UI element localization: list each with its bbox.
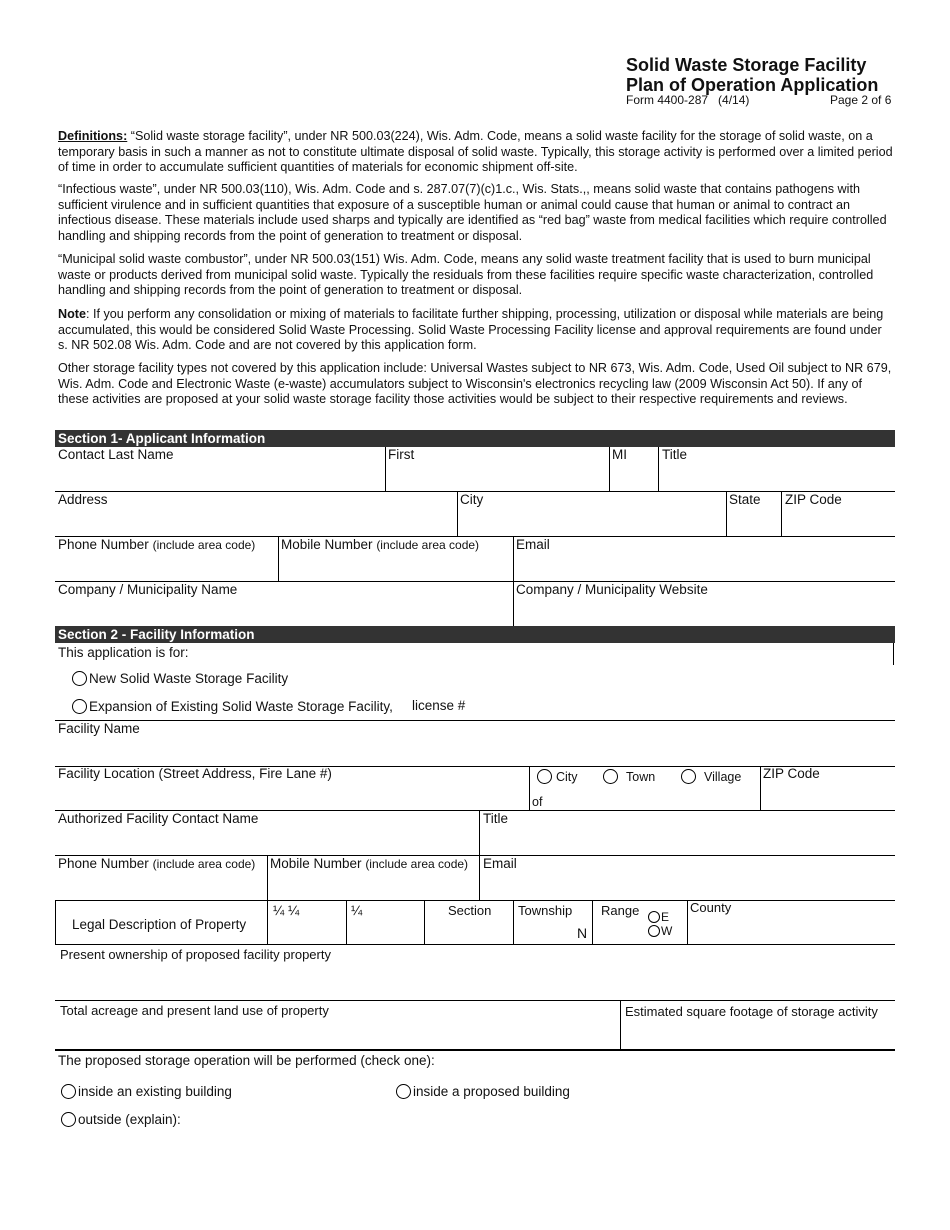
other-facilities-paragraph: Other storage facility types not covered by this application include: Universal Wastes subject to NR 673, Wis. Adm. Code, Used Oil subject to NR 679, Wis. Adm. Code and Electronic Waste (e-waste) accumulators subject to Wisconsin's electronics recycling law (2009 Wisconsin Act 50). If any of these activities are proposed at your solid waste storage facility those activities would be subject to their respective requirements and reviews.: [58, 361, 892, 407]
outside-radio[interactable]: [61, 1112, 76, 1127]
divider: [346, 900, 347, 945]
city-input[interactable]: [462, 511, 726, 533]
facility-mobile-label-text: Mobile Number: [270, 856, 362, 871]
row-rule: [55, 1000, 895, 1001]
facility-phone-label-sub: (include area code): [152, 857, 256, 871]
section2-header: Section 2 - Facility Information: [55, 626, 895, 643]
page-number: Page 2 of 6: [830, 93, 892, 107]
license-input[interactable]: [472, 698, 676, 718]
acreage-label: Total acreage and present land use of property: [60, 1003, 329, 1018]
phone-label: [58, 537, 255, 553]
mobile-label-text: Mobile Number: [281, 537, 373, 552]
phone-label-sub: (include area code): [152, 538, 256, 552]
company-website-input[interactable]: [518, 601, 894, 623]
north-label: N: [577, 925, 588, 941]
acreage-input[interactable]: [60, 1024, 619, 1046]
row-rule: [55, 720, 895, 721]
note-label: Note: [58, 307, 86, 321]
divider: [893, 643, 894, 665]
square-footage-label: Estimated square footage of storage activity: [625, 1004, 878, 1019]
mobile-label: [281, 537, 479, 553]
inside-proposed-radio[interactable]: [396, 1084, 411, 1099]
municipality-input[interactable]: [548, 792, 758, 810]
city-label: City: [460, 492, 484, 507]
expansion-label: Expansion of Existing Solid Waste Storage Facility,: [89, 699, 393, 714]
range-west-label: W: [661, 924, 673, 938]
address-label: Address: [58, 492, 108, 507]
range-input[interactable]: [598, 922, 647, 942]
facility-email-input[interactable]: [485, 875, 894, 897]
divider: [658, 447, 659, 491]
definitions-paragraph: [58, 129, 894, 176]
outside-label: outside (explain):: [78, 1112, 181, 1127]
of-label: of: [532, 795, 543, 809]
contact-last-name-input[interactable]: [58, 466, 384, 488]
row-rule: [55, 900, 895, 901]
section-input[interactable]: [428, 922, 512, 942]
divider: [424, 900, 425, 945]
village-radio[interactable]: [681, 769, 696, 784]
facility-zip-label: ZIP Code: [763, 766, 820, 781]
divider: [385, 447, 386, 491]
facility-name-label: Facility Name: [58, 721, 140, 736]
msw-combustor-paragraph: “Municipal solid waste combustor”, under NR 500.03(151) Wis. Adm. Code, means any solid waste treatment facility that is used to burn municipal waste or products derived from municipal solid waste. Typically the residuals from these facilities require specific waste characterization, controlled handling and shipping records from the point of generation to treatment or disposal.: [58, 252, 874, 298]
row-rule: [55, 944, 895, 945]
facility-title-label: Title: [483, 811, 509, 826]
inside-proposed-label: inside a proposed building: [413, 1084, 570, 1099]
divider: [687, 900, 688, 945]
square-footage-input[interactable]: [625, 1024, 894, 1046]
divider: [781, 491, 782, 536]
facility-mobile-label-sub: (include area code): [365, 857, 469, 871]
facility-zip-input[interactable]: [765, 786, 894, 808]
row-rule: [55, 1049, 895, 1051]
divider: [726, 491, 727, 536]
facility-email-label: Email: [483, 856, 517, 871]
form-number: Form 4400-287 (4/14): [626, 93, 750, 107]
definitions-text: “Solid waste storage facility”, under NR 500.03(224), Wis. Adm. Code, means a solid waste facility for the storage of solid waste, on a temporary basis in such a manner as not to constitute ultimate disposal of solid waste. Typically, this storage activity is performed over a limited period of time in order to accumulate sufficient quantities of materials for economic shipment off-site.: [58, 129, 893, 175]
inside-existing-radio[interactable]: [61, 1084, 76, 1099]
form-title-line1: Solid Waste Storage Facility: [626, 55, 867, 75]
email-label: Email: [516, 537, 550, 552]
email-input[interactable]: [518, 556, 894, 578]
facility-phone-label: [58, 856, 255, 872]
address-input[interactable]: [58, 511, 456, 533]
inside-existing-label: inside an existing building: [78, 1084, 232, 1099]
zip-input[interactable]: [785, 511, 894, 533]
divider: [592, 900, 593, 945]
authorized-contact-input[interactable]: [58, 830, 478, 852]
title-input[interactable]: [662, 466, 894, 488]
facility-name-input[interactable]: [58, 741, 892, 763]
infectious-waste-paragraph: “Infectious waste”, under NR 500.03(110), Wis. Adm. Code and s. 287.07(7)(c)1.c., Wis. Stats.,, means solid waste that contains pathogens with sufficient virulence and in sufficient quantities that exposure of a susceptible human or animal could cause that human or animal to contract an infectious disease. These materials include used sharps and typically are identified as “red bag” waste from medical facilities which require controlled handling and shipping records from the point of generation to treatment or disposal.: [58, 182, 887, 243]
divider: [278, 536, 279, 581]
divider: [620, 1000, 621, 1050]
divider: [55, 900, 56, 945]
facility-location-label: Facility Location (Street Address, Fire Lane #): [58, 766, 332, 781]
divider: [457, 491, 458, 536]
city-radio-label: City: [556, 770, 578, 784]
city-radio[interactable]: [537, 769, 552, 784]
mi-label: MI: [612, 447, 627, 462]
mobile-label-sub: (include area code): [376, 538, 480, 552]
mi-input[interactable]: [612, 466, 658, 488]
facility-mobile-input[interactable]: [271, 875, 478, 897]
phone-input[interactable]: [58, 556, 277, 578]
definitions-label: Definitions:: [58, 129, 128, 143]
mobile-input[interactable]: [282, 556, 512, 578]
section1-header: Section 1- Applicant Information: [55, 430, 895, 447]
town-radio[interactable]: [603, 769, 618, 784]
quarter-quarter-label: ¼ ¼: [273, 903, 300, 918]
title-label: Title: [662, 447, 688, 462]
license-label: license #: [412, 698, 466, 713]
county-label: County: [690, 900, 732, 915]
first-name-input[interactable]: [390, 466, 608, 488]
township-input[interactable]: [518, 922, 577, 942]
quarter-input[interactable]: [350, 922, 424, 942]
ownership-input[interactable]: [60, 970, 894, 996]
storage-operation-label: The proposed storage operation will be performed (check one):: [58, 1053, 435, 1068]
form-title-line2: Plan of Operation Application: [626, 75, 879, 95]
range-west-radio[interactable]: [648, 925, 660, 937]
company-website-label: Company / Municipality Website: [516, 582, 708, 597]
divider: [529, 766, 530, 810]
facility-mobile-label: [270, 856, 468, 872]
divider: [609, 447, 610, 491]
state-label: State: [729, 492, 761, 507]
outside-explain-input[interactable]: [190, 1111, 894, 1131]
county-input[interactable]: [692, 920, 894, 942]
zip-label: ZIP Code: [785, 492, 842, 507]
ownership-label: Present ownership of proposed facility property: [60, 947, 331, 962]
new-facility-radio[interactable]: [72, 671, 87, 686]
contact-last-name-label: Contact Last Name: [58, 447, 174, 462]
range-label: Range: [601, 903, 640, 918]
range-east-radio[interactable]: [648, 911, 660, 923]
company-name-label: Company / Municipality Name: [58, 582, 238, 597]
township-label: Township: [518, 903, 573, 918]
range-east-label: E: [661, 910, 670, 924]
facility-phone-label-text: Phone Number: [58, 856, 149, 871]
note-paragraph: [58, 307, 894, 354]
quarter-quarter-input[interactable]: [272, 922, 346, 942]
first-name-label: First: [388, 447, 415, 462]
expansion-radio[interactable]: [72, 699, 87, 714]
phone-label-text: Phone Number: [58, 537, 149, 552]
company-name-input[interactable]: [58, 601, 512, 623]
authorized-contact-label: Authorized Facility Contact Name: [58, 811, 259, 826]
legal-description-label: Legal Description of Property: [72, 917, 247, 932]
facility-phone-input[interactable]: [58, 875, 266, 897]
divider: [760, 766, 761, 810]
town-radio-label: Town: [626, 770, 656, 784]
note-text: : If you perform any consolidation or mixing of materials to facilitate further shipping, processing, utilization or disposal while materials are being accumulated, this would be considered Solid Waste Processing. Solid Waste Processing Facility license and approval requirements are found under s. NR 502.08 Wis. Adm. Code and are not covered by this application form.: [58, 307, 884, 353]
application-for-label: This application is for:: [58, 645, 189, 660]
section-label: Section: [448, 903, 492, 918]
quarter-label: ¼: [351, 903, 363, 918]
state-input[interactable]: [729, 511, 781, 533]
village-radio-label: Village: [704, 770, 742, 784]
new-facility-label: New Solid Waste Storage Facility: [89, 671, 289, 686]
facility-location-input[interactable]: [58, 786, 527, 808]
divider: [513, 900, 514, 945]
facility-title-input[interactable]: [485, 830, 894, 852]
